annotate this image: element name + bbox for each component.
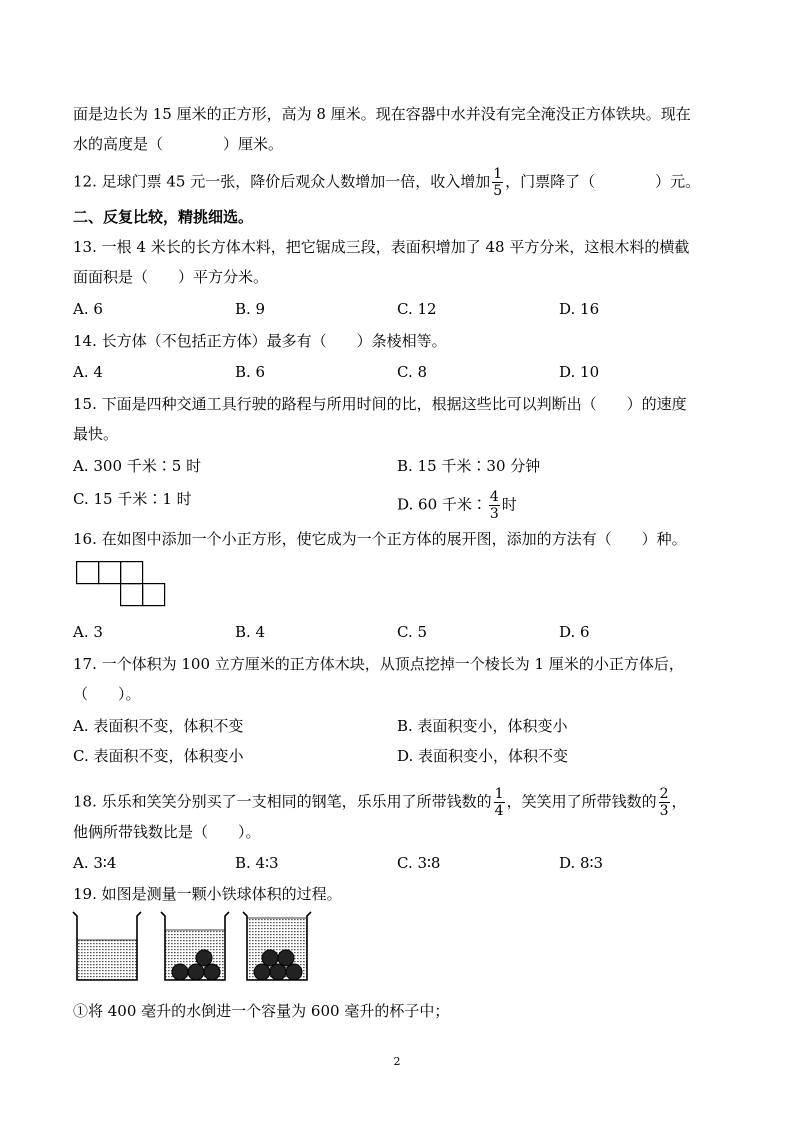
q18-text-before: 18. 乐乐和笑笑分别买了一支相同的钢笔，乐乐用了所带钱数的 bbox=[73, 792, 492, 811]
beaker-1 bbox=[73, 912, 141, 980]
q16-option-b: B. 4 bbox=[235, 623, 266, 641]
iron-ball bbox=[254, 964, 270, 980]
q18-line2: 他俩所带钱数比是（ ）。 bbox=[73, 823, 261, 841]
q15-line1: 15. 下面是四种交通工具行驶的路程与所用时间的比，根据这些比可以判断出（ ）的速度 bbox=[73, 395, 687, 413]
q14-option-a: A. 4 bbox=[73, 363, 103, 381]
q13-option-b: B. 9 bbox=[235, 300, 266, 318]
cube-net-figure bbox=[76, 561, 168, 607]
net-square-1 bbox=[77, 562, 99, 584]
q19-line1: 19. 如图是测量一颗小铁球体积的过程。 bbox=[73, 885, 342, 903]
q14-option-c: C. 8 bbox=[397, 363, 428, 381]
q18-text-after: ， bbox=[671, 792, 687, 811]
q14-option-d: D. 10 bbox=[559, 363, 600, 381]
iron-ball bbox=[204, 964, 220, 980]
q15-line2: 最快。 bbox=[73, 425, 119, 443]
iron-ball bbox=[270, 964, 286, 980]
q11-continuation-line1: 面是边长为 15 厘米的正方形，高为 8 厘米。现在容器中水并没有完全淹没正方体铁块。现在 bbox=[73, 105, 691, 123]
q16-option-c: C. 5 bbox=[397, 623, 428, 641]
q18-fraction-1 bbox=[494, 786, 505, 819]
net-square-2 bbox=[99, 562, 121, 584]
net-square-3 bbox=[121, 562, 143, 584]
q12-frac-num: 1 bbox=[493, 166, 503, 182]
q14-option-b: B. 6 bbox=[235, 363, 266, 381]
section-2-heading: 二、反复比较，精挑细选。 bbox=[73, 208, 254, 226]
q13-option-d: D. 16 bbox=[559, 300, 600, 318]
q16-line1: 16. 在如图中添加一个小正方形，使它成为一个正方体的展开图，添加的方法有（ ）种。 bbox=[73, 530, 687, 548]
q13-option-c: C. 12 bbox=[397, 300, 437, 318]
q15-optd-fraction bbox=[489, 489, 500, 522]
net-square-5 bbox=[143, 584, 165, 606]
q12-frac-den: 5 bbox=[493, 183, 503, 199]
beaker-2 bbox=[161, 912, 229, 980]
iron-ball bbox=[188, 964, 204, 980]
q15-option-a: A. 300 千米∶5 时 bbox=[73, 457, 202, 475]
q18-frac1-num: 1 bbox=[494, 786, 504, 802]
page-number: 2 bbox=[393, 1055, 401, 1068]
q18-option-a: A. 3∶4 bbox=[73, 854, 117, 872]
q15-optd-after: 时 bbox=[501, 495, 517, 514]
q12-text-before: 12. 足球门票 45 元一张，降价后观众人数增加一倍，收入增加 bbox=[73, 172, 491, 191]
q17-option-c: C. 表面积不变，体积变小 bbox=[73, 747, 244, 765]
q18-line1 bbox=[73, 786, 687, 819]
iron-ball bbox=[196, 950, 212, 966]
q18-option-d: D. 8∶3 bbox=[559, 854, 604, 872]
q18-frac2-den: 3 bbox=[659, 803, 669, 819]
q18-frac2-num: 2 bbox=[659, 786, 669, 802]
q18-frac1-den: 4 bbox=[494, 803, 504, 819]
iron-ball bbox=[278, 950, 294, 966]
q14-line1: 14. 长方体（不包括正方体）最多有（ ）条棱相等。 bbox=[73, 332, 447, 350]
q13-option-a: A. 6 bbox=[73, 300, 103, 318]
q18-option-c: C. 3∶8 bbox=[397, 854, 441, 872]
q17-option-b: B. 表面积变小，体积变小 bbox=[397, 717, 568, 735]
q18-text-middle: ，笑笑用了所带钱数的 bbox=[506, 792, 657, 811]
q12-fraction bbox=[492, 166, 503, 199]
q17-line2: （ ）。 bbox=[73, 685, 141, 703]
q17-option-a: A. 表面积不变，体积不变 bbox=[73, 717, 244, 735]
q15-option-d bbox=[397, 489, 517, 522]
q17-option-d: D. 表面积变小，体积不变 bbox=[397, 747, 569, 765]
q15-option-b: B. 15 千米∶30 分钟 bbox=[397, 457, 541, 475]
q17-line1: 17. 一个体积为 100 立方厘米的正方体木块，从顶点挖掉一个棱长为 1 厘米的小正方体后， bbox=[73, 655, 684, 673]
q18-option-b: B. 4∶3 bbox=[235, 854, 279, 872]
q19-step1: ①将 400 毫升的水倒进一个容量为 600 毫升的杯子中； bbox=[73, 1002, 450, 1020]
q18-fraction-2 bbox=[659, 786, 670, 819]
q15-optd-frac-num: 4 bbox=[489, 489, 499, 505]
iron-ball bbox=[172, 964, 188, 980]
q15-optd-before: D. 60 千米∶ bbox=[397, 495, 487, 514]
net-square-4 bbox=[121, 584, 143, 606]
beaker-3 bbox=[243, 912, 311, 980]
q16-option-a: A. 3 bbox=[73, 623, 103, 641]
q13-line1: 13. 一根 4 米长的长方体木料，把它锯成三段，表面积增加了 48 平方分米，这根木料的横截 bbox=[73, 238, 690, 256]
q15-option-c: C. 15 千米∶1 时 bbox=[73, 490, 192, 508]
q11-continuation-line2: 水的高度是（ ）厘米。 bbox=[73, 135, 284, 153]
q12-text-after: ，门票降了（ ）元。 bbox=[505, 172, 701, 191]
iron-ball bbox=[286, 964, 302, 980]
q16-option-d: D. 6 bbox=[559, 623, 590, 641]
q13-line2: 面面积是（ ）平方分米。 bbox=[73, 268, 269, 286]
iron-ball bbox=[262, 950, 278, 966]
beakers-figure bbox=[72, 910, 322, 985]
q15-optd-frac-den: 3 bbox=[489, 506, 499, 522]
question-12 bbox=[73, 166, 700, 199]
